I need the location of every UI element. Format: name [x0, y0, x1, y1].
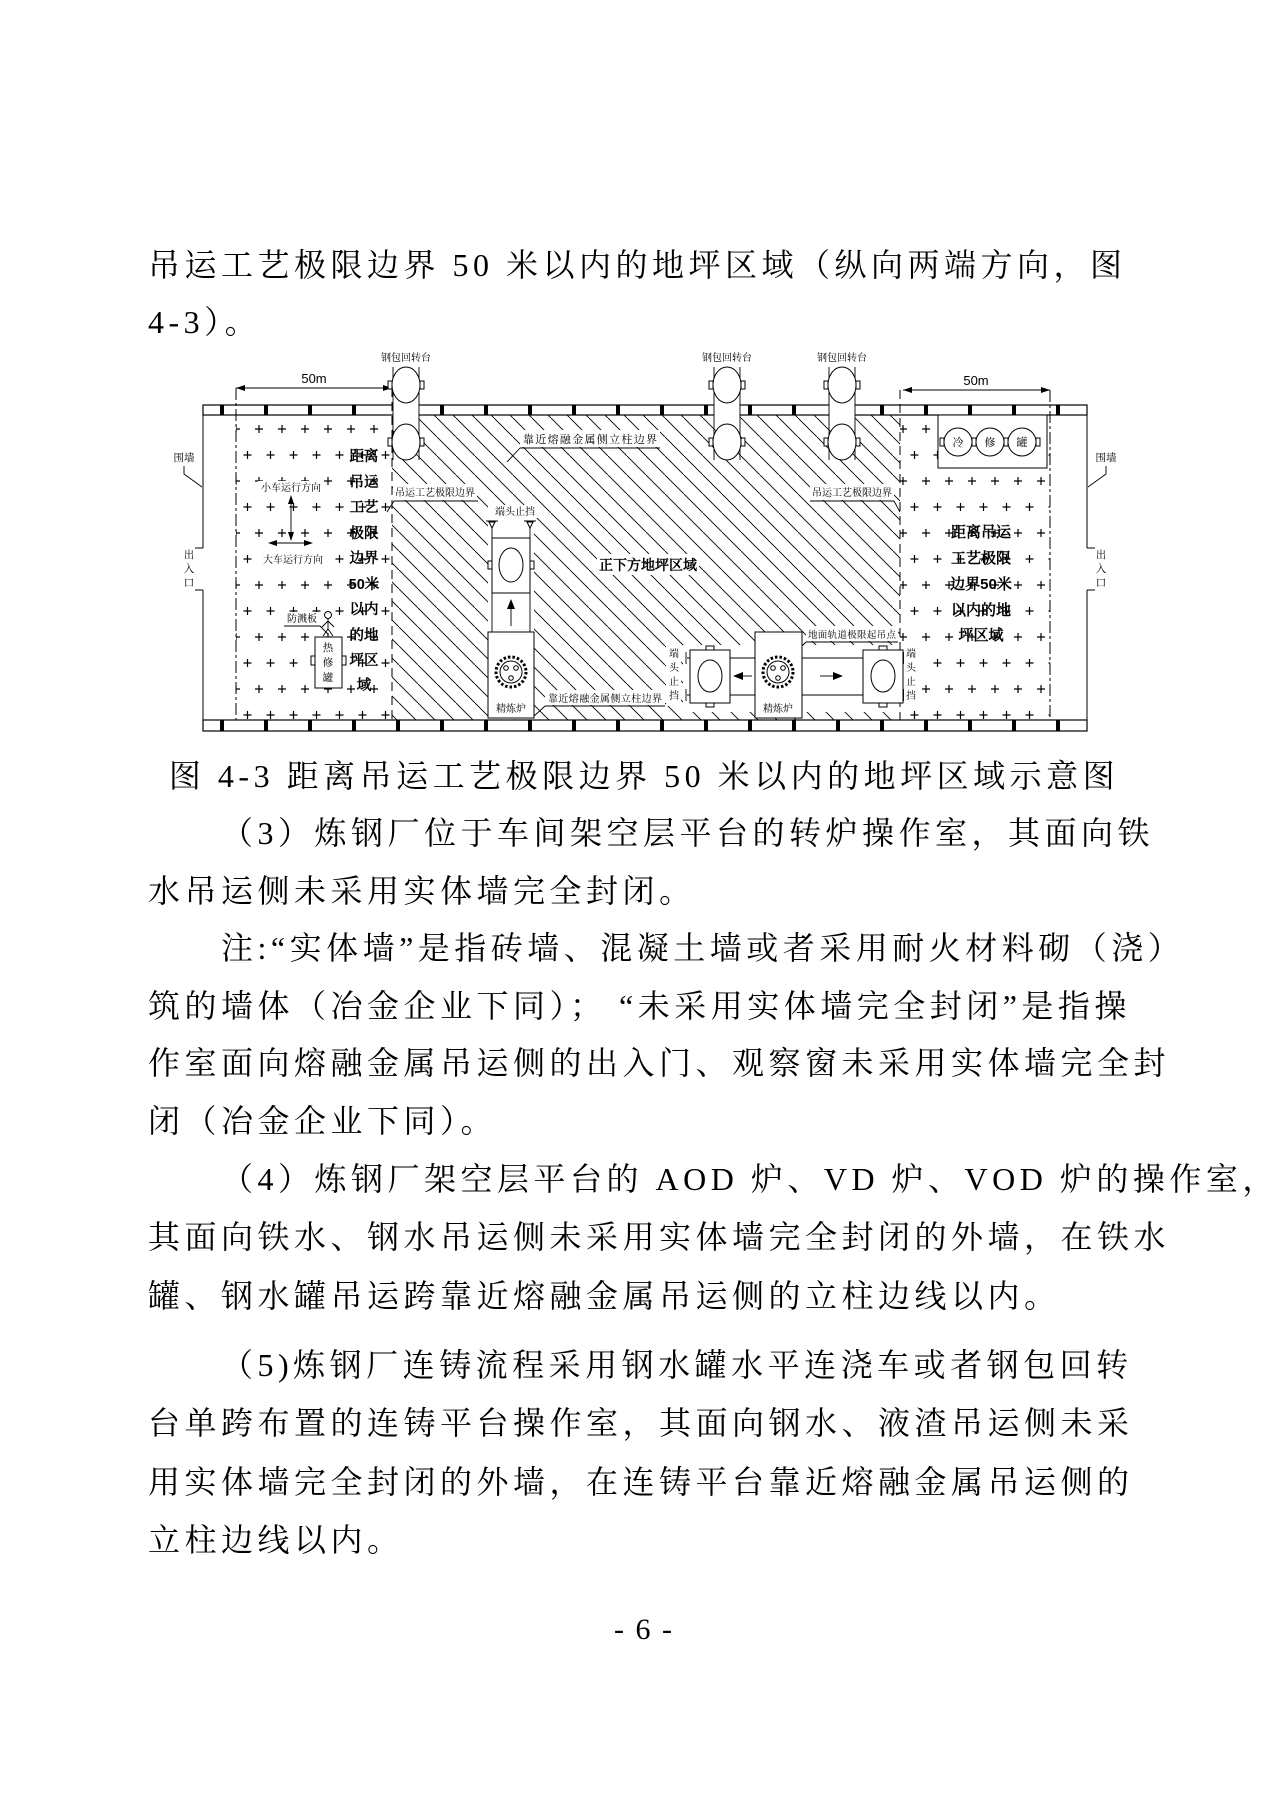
- refining-furnace-symbol: [763, 657, 793, 687]
- end-stop-label-right: [904, 646, 919, 706]
- svg-text:大车运行方向: 大车运行方向: [263, 555, 323, 566]
- left-50m-dimension: [236, 371, 392, 391]
- para5-line: 立柱边线以内。: [148, 1522, 404, 1558]
- svg-text:入: 入: [183, 564, 195, 575]
- svg-text:出: 出: [183, 550, 195, 561]
- note-line: 注:“实体墙”是指砖墙、混凝土墙或者采用耐火材料砌（浇）: [221, 930, 1185, 966]
- para5-line: （5)炼钢厂连铸流程采用钢水罐水平连浇车或者钢包回转: [221, 1347, 1133, 1383]
- refining-furnace-label: 精炼炉: [496, 704, 526, 715]
- svg-text:口: 口: [183, 578, 195, 589]
- svg-text:的地: 的地: [349, 628, 379, 644]
- svg-text:以内的地: 以内的地: [950, 602, 1012, 619]
- left-wall: [195, 415, 203, 720]
- svg-text:端: 端: [906, 649, 916, 660]
- note-line: 筑的墙体（冶金企业下同）； “未采用实体墙完全封闭”是指操: [148, 988, 1131, 1024]
- svg-text:出: 出: [1095, 550, 1107, 561]
- top-rail: [203, 405, 1087, 415]
- svg-text:边界50米: 边界50米: [950, 576, 1012, 593]
- hot-repair-ladle-box: [311, 637, 346, 688]
- svg-text:口: 口: [1095, 578, 1107, 589]
- svg-text:止: 止: [669, 677, 679, 688]
- svg-text:热: 热: [322, 643, 334, 654]
- svg-text:靠近熔融金属侧立柱边界: 靠近熔融金属侧立柱边界: [523, 434, 657, 446]
- bottom-rail: [203, 720, 1087, 731]
- svg-text:坪区: 坪区: [349, 653, 379, 669]
- svg-text:距离: 距离: [349, 449, 379, 465]
- ladle-turret-label: 钢包回转台: [817, 353, 867, 364]
- para4-line: 其面向铁水、钢水吊运侧未采用实体墙完全封闭的外墙，在铁水: [148, 1219, 1171, 1255]
- dim-50m-label: 50m: [963, 373, 989, 388]
- svg-text:防溅板: 防溅板: [287, 614, 317, 625]
- para3-line: 水吊运侧未采用实体墙完全封闭。: [148, 873, 696, 909]
- svg-text:域: 域: [356, 678, 372, 694]
- para4-line: （4）炼钢厂架空层平台的 AOD 炉、VD 炉、VOD 炉的操作室，: [221, 1161, 1279, 1197]
- para5-line: 台单跨布置的连铸平台操作室，其面向钢水、液渣吊运侧未采: [148, 1405, 1134, 1441]
- svg-text:坪区域: 坪区域: [958, 627, 1004, 644]
- ladle-turret-label: 钢包回转台: [381, 353, 431, 364]
- end-stop-label-left: [666, 646, 681, 706]
- directly-below-zone-label: [597, 554, 699, 575]
- svg-text:工艺极限: 工艺极限: [950, 550, 1012, 567]
- wall-label: 围墙: [1095, 453, 1117, 464]
- left-entrance-label: [184, 548, 195, 589]
- refining-furnace-label: 精炼炉: [763, 704, 793, 715]
- svg-text:端: 端: [669, 649, 679, 660]
- right-entrance-label: [1096, 548, 1107, 589]
- right-wall: [1087, 415, 1095, 720]
- left-wall-label: [174, 451, 203, 487]
- svg-text:吊运工艺极限边界: 吊运工艺极限边界: [812, 488, 892, 499]
- figure-caption: 图 4-3 距离吊运工艺极限边界 50 米以内的地坪区域示意图: [168, 758, 1120, 794]
- figure-4-3-diagram: [165, 345, 1125, 745]
- cold-repair-char: 冷: [952, 437, 964, 449]
- svg-text:吊运: 吊运: [349, 475, 379, 491]
- svg-text:距离吊运: 距离吊运: [950, 524, 1012, 541]
- cold-repair-char: 罐: [1016, 437, 1028, 449]
- para3-line: （3）炼钢厂位于车间架空层平台的转炉操作室，其面向铁: [221, 815, 1155, 851]
- svg-text:入: 入: [1095, 564, 1107, 575]
- svg-text:以内: 以内: [349, 602, 379, 618]
- svg-text:地面轨道极限起吊点: 地面轨道极限起吊点: [808, 631, 896, 641]
- page-number: - 6 -: [614, 1613, 674, 1646]
- note-line: 作室面向熔融金属吊运侧的出入门、观察窗未采用实体墙完全封: [148, 1045, 1171, 1081]
- svg-text:工艺: 工艺: [349, 500, 379, 516]
- para5-line: 用实体墙完全封闭的外墙，在连铸平台靠近熔融金属吊运侧的: [148, 1464, 1134, 1500]
- refining-furnace-symbol: [496, 657, 526, 687]
- para4-line: 罐、钢水罐吊运跨靠近熔融金属吊运侧的立柱边线以内。: [148, 1278, 1061, 1314]
- cold-repair-ladle-box: [938, 415, 1047, 468]
- ladle-turret-label: 钢包回转台: [702, 353, 752, 364]
- svg-text:挡: 挡: [669, 691, 679, 702]
- end-stop-label: 端头止挡: [495, 507, 535, 518]
- note-line: 闭（冶金企业下同）。: [148, 1103, 498, 1139]
- svg-text:小车运行方向: 小车运行方向: [261, 483, 321, 494]
- body-line: 4-3）。: [148, 304, 262, 340]
- svg-text:50米: 50米: [348, 577, 380, 593]
- svg-text:吊运工艺极限边界: 吊运工艺极限边界: [395, 488, 475, 499]
- svg-text:头: 头: [669, 663, 679, 674]
- svg-text:靠近熔融金属侧立柱边界: 靠近熔融金属侧立柱边界: [548, 694, 662, 705]
- svg-text:修: 修: [322, 658, 334, 669]
- svg-text:边界: 边界: [349, 551, 379, 567]
- figure-4-3-svg: [165, 345, 1125, 745]
- svg-text:止: 止: [906, 677, 916, 688]
- right-50m-dimension: [903, 373, 1050, 393]
- body-line: 吊运工艺极限边界 50 米以内的地坪区域（纵向两端方向，图: [148, 247, 1127, 283]
- svg-text:挡: 挡: [906, 691, 916, 702]
- svg-text:头: 头: [906, 663, 916, 674]
- wall-label: 围墙: [173, 453, 195, 464]
- dim-50m-label: 50m: [301, 371, 327, 386]
- svg-text:正下方地坪区域: 正下方地坪区域: [599, 557, 697, 573]
- svg-text:极限: 极限: [349, 526, 379, 542]
- cold-repair-char: 修: [984, 437, 996, 449]
- svg-text:罐: 罐: [322, 673, 334, 684]
- right-wall-label: [1088, 451, 1117, 487]
